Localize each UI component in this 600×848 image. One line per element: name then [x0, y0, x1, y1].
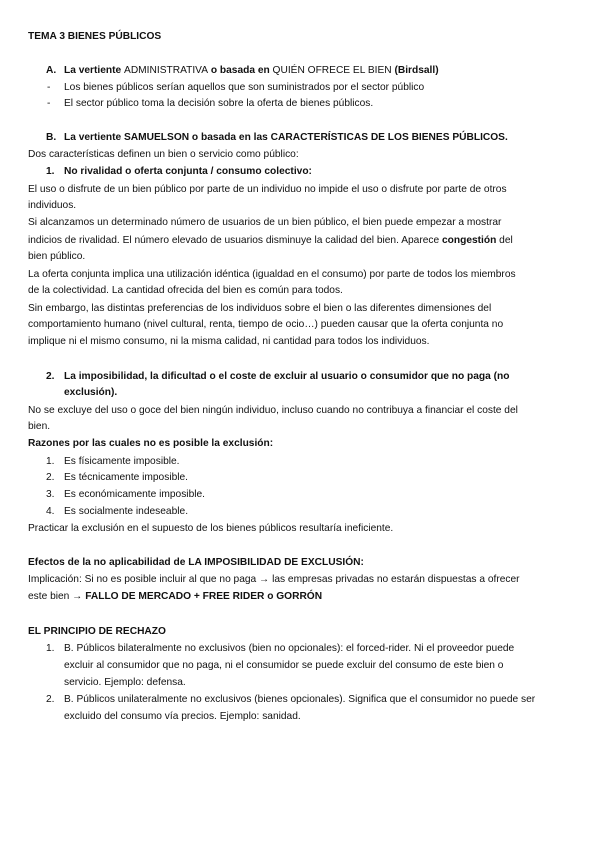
paragraph-line: Si alcanzamos un determinado número de usuarios de un bien público, el bien puede empezar a mostrar [28, 217, 502, 228]
paragraph-line: implique ni el mismo consumo, ni la misma calidad, ni cantidad para todos los individuos. [28, 336, 430, 347]
section-a-heading-text: o basada en [208, 65, 273, 76]
effects-heading-keyword: LA IMPOSIBILIDAD DE EXCLUSIÓN: [188, 557, 364, 568]
section-a-heading [64, 64, 439, 77]
market-failure-term: FALLO DE MERCADO + FREE RIDER o GORRÓN [85, 591, 323, 602]
rechazo-line: excluido del consumo vía precios. Ejemplo: sanidad. [64, 711, 301, 722]
section-a-marker: A. [46, 65, 57, 76]
paragraph-line: bien. [28, 421, 51, 432]
reason-text: Es físicamente imposible. [64, 456, 180, 467]
rechazo-line: servicio. Ejemplo: defensa. [64, 677, 186, 688]
paragraph-line: comportamiento humano (nivel cultural, renta, tiempo de ocio…) pueden causar que la oferta conjunta no [28, 319, 504, 330]
section-a-heading-keyword: QUIÉN OFRECE EL BIEN [272, 65, 392, 76]
section-b-marker: B. [46, 132, 57, 143]
document-title: TEMA 3 BIENES PÚBLICOS [28, 31, 162, 42]
paragraph-text: del [499, 235, 513, 246]
congestion-term: congestión [441, 235, 497, 246]
reason-number: 3. [46, 489, 55, 500]
section-a-bullet: Los bienes públicos serían aquellos que son suministrados por el sector público [64, 82, 425, 93]
paragraph-line: La oferta conjunta implica una utilización idéntica (igualdad en el consumo) por parte de todos los miembros [28, 269, 516, 280]
reason-text: Es técnicamente imposible. [64, 472, 189, 483]
paragraph-line: bien público. [28, 251, 86, 262]
item-1-marker: 1. [46, 166, 55, 177]
section-a-heading-text: La vertiente [64, 65, 125, 76]
reason-number: 4. [46, 506, 55, 517]
item-2-marker: 2. [46, 371, 55, 382]
paragraph-line: No se excluye del uso o goce del bien ningún individuo, incluso cuando no contribuya a financiar el coste del [28, 405, 518, 416]
section-a-heading-keyword: ADMINISTRATIVA [124, 65, 208, 76]
reason-number: 1. [46, 456, 55, 467]
paragraph-line [28, 234, 513, 247]
section-b-heading: La vertiente SAMUELSON o basada en las CARACTERÍSTICAS DE LOS BIENES PÚBLICOS. [64, 132, 508, 143]
bullet-dash: - [47, 82, 51, 93]
effects-line [28, 590, 322, 603]
paragraph-line: El uso o disfrute de un bien público por parte de un individuo no impide el uso o disfrute por parte de otros [28, 184, 507, 195]
rechazo-line: B. Públicos unilateralmente no exclusivos (bienes opcionales). Significa que el consumidor no puede ser [64, 694, 536, 705]
reason-text: Es socialmente indeseable. [64, 506, 189, 517]
paragraph-text: indicios de rivalidad. El número elevado de usuarios disminuye la calidad del bien. Aparece [28, 235, 440, 246]
rechazo-line: B. Públicos bilateralmente no exclusivos (bien no opcionales): el forced-rider. Ni el proveedor puede [64, 643, 515, 654]
bullet-dash: - [47, 98, 51, 109]
effects-line: Implicación: Si no es posible incluir al que no paga → las empresas privadas no estarán dispuestas a ofrecer [28, 574, 520, 585]
effects-heading-text: Efectos de la no aplicabilidad de [28, 557, 186, 568]
rechazo-heading: EL PRINCIPIO DE RECHAZO [28, 626, 166, 637]
reasons-heading: Razones por las cuales no es posible la exclusión: [28, 438, 274, 449]
item-1-heading: No rivalidad o oferta conjunta / consumo colectivo: [64, 166, 312, 177]
item-2-heading: La imposibilidad, la dificultad o el coste de excluir al usuario o consumidor que no paga (no [64, 371, 510, 382]
item-2-heading: exclusión). [64, 387, 118, 398]
rechazo-number: 2. [46, 694, 55, 705]
reason-text: Es económicamente imposible. [64, 489, 205, 500]
effects-text: este bien → [28, 591, 83, 602]
paragraph-line: Sin embargo, las distintas preferencias de los individuos sobre el bien o las diferentes dimensiones del [28, 303, 492, 314]
paragraph-line: Practicar la exclusión en el supuesto de los bienes públicos resultaría ineficiente. [28, 523, 394, 534]
paragraph-line: de la colectividad. La cantidad ofrecida del bien es común para todos. [28, 285, 343, 296]
section-a-bullet: El sector público toma la decisión sobre la oferta de bienes públicos. [64, 98, 374, 109]
section-a-heading-text: (Birdsall) [391, 65, 439, 76]
effects-heading [28, 556, 364, 569]
reason-number: 2. [46, 472, 55, 483]
rechazo-line: excluir al consumidor que no paga, ni el consumidor se puede excluir del consumo de este bien o [64, 660, 504, 671]
section-b-intro: Dos características definen un bien o servicio como público: [28, 149, 299, 160]
paragraph-line: individuos. [28, 200, 77, 211]
rechazo-number: 1. [46, 643, 55, 654]
